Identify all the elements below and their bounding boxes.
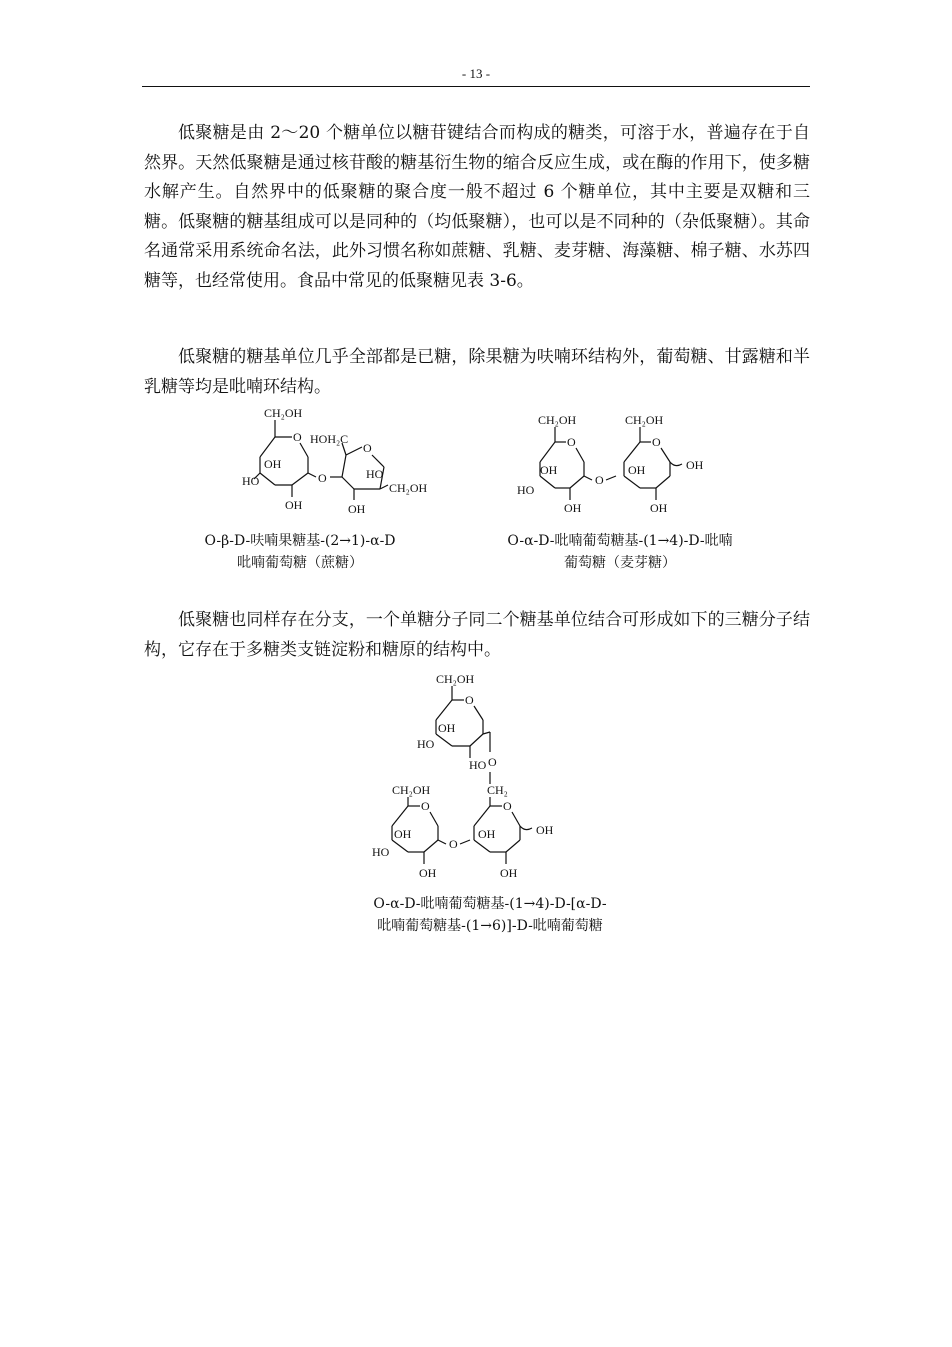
tri-label-ch2oh-left: CH₂OH	[392, 783, 431, 797]
maltose-label-link-o: O	[595, 473, 604, 487]
sucrose-label-ho1: HO	[242, 474, 260, 488]
maltose-label-oh1: OH	[540, 463, 558, 477]
maltose-caption	[470, 530, 770, 574]
maltose-label-oh4: OH	[650, 501, 668, 515]
maltose-label-oh2: OH	[628, 463, 646, 477]
maltose-label-ho1: HO	[517, 483, 535, 497]
paragraph-oligosaccharide-definition: 低聚糖是由 2～20 个糖单位以糖苷键结合而构成的糖类，可溶于水，普遍存在于自然界。天然低聚糖是通过核苷酸的糖基衍生物的缩合反应生成，或在酶的作用下，使多糖水解产生。自然界中的低聚糖的聚合度一般不超过 6 个糖单位，其中主要是双糖和三糖。低聚糖的糖基组成可以是同种的（均低聚糖），也可以是不同种的（杂低聚糖）。其命名通常采用系统命名法，此外习惯名称如蔗糖、乳糖、麦芽糖、海藻糖、棉子糖、水苏四糖等，也经常使用。食品中常见的低聚糖见表 3-6。	[144, 123, 810, 291]
tri-label-o-top: O	[465, 693, 474, 707]
tri-label-ho-left: HO	[372, 845, 390, 859]
maltose-label-o2: O	[652, 435, 661, 449]
maltose-label-oh3: OH	[564, 501, 582, 515]
trisaccharide-caption-line1: O-α-D-吡喃葡萄糖基-(1→4)-D-[α-D-	[373, 896, 607, 912]
sucrose-caption-line2: 吡喃葡萄糖（蔗糖）	[237, 555, 363, 571]
sucrose-label-hoh2c: HOH₂C	[310, 432, 349, 446]
tri-label-oh-bottom-right: OH	[500, 866, 518, 880]
sucrose-label-link-o: O	[318, 471, 327, 485]
trisaccharide-caption	[310, 893, 670, 937]
tri-label-o-left: O	[421, 799, 430, 813]
tri-label-ho-top: HO	[417, 737, 435, 751]
page-number: - 13 -	[461, 66, 491, 81]
sucrose-label-ch2oh2: CH₂OH	[389, 481, 428, 495]
trisaccharide-caption-line2: 吡喃葡萄糖基-(1→6)]-D-吡喃葡萄糖	[377, 918, 603, 934]
tri-label-ch2oh-top: CH₂OH	[436, 672, 475, 686]
maltose-label-ch2oh1: CH₂OH	[538, 413, 577, 427]
tri-label-oh-bottom-left: OH	[419, 866, 437, 880]
tri-label-oh-left: OH	[394, 827, 412, 841]
maltose-caption-line2: 葡萄糖（麦芽糖）	[564, 555, 676, 571]
sucrose-label-oh1: OH	[264, 457, 282, 471]
maltose-structure	[510, 412, 730, 527]
sucrose-label-ho2: HO	[366, 467, 384, 481]
maltose-caption-line1: O-α-D-吡喃葡萄糖基-(1→4)-D-吡喃	[507, 533, 733, 549]
tri-label-link-o: O	[449, 837, 458, 851]
sucrose-structure	[230, 405, 450, 525]
paragraph-sugar-units: 低聚糖的糖基单位几乎全部都是已糖，除果糖为呋喃环结构外，葡萄糖、甘露糖和半乳糖等均是吡喃环结构。	[144, 347, 810, 397]
maltose-label-ch2oh2: CH₂OH	[625, 413, 664, 427]
sucrose-label-ring-o: O	[293, 430, 302, 444]
tri-label-oh-mid: OH	[478, 827, 496, 841]
maltose-label-o1: O	[567, 435, 576, 449]
sucrose-label-ch2oh: CH₂OH	[264, 406, 303, 420]
tri-label-o-bridge: O	[488, 755, 497, 769]
sucrose-caption-line1: O-β-D-呋喃果糖基-(2→1)-α-D	[204, 533, 396, 549]
tri-label-o-right: O	[503, 799, 512, 813]
sucrose-label-oh3: OH	[348, 502, 366, 516]
paragraph-branching: 低聚糖也同样存在分支，一个单糖分子同二个糖基单位结合可形成如下的三糖分子结构，它存在于多糖类支链淀粉和糖原的结构中。	[144, 610, 810, 660]
tri-label-ch2-right: CH₂	[487, 783, 508, 797]
trisaccharide-structure	[370, 672, 610, 890]
tri-label-oh-top: OH	[438, 721, 456, 735]
header-divider	[142, 86, 810, 87]
tri-label-oh-far-right: OH	[536, 823, 554, 837]
sucrose-label-oh2: OH	[285, 498, 303, 512]
maltose-label-oh-right: OH	[686, 458, 704, 472]
sucrose-caption	[150, 530, 450, 574]
tri-label-ho-top2: HO	[469, 758, 487, 772]
sucrose-label-furanose-o: O	[363, 441, 372, 455]
